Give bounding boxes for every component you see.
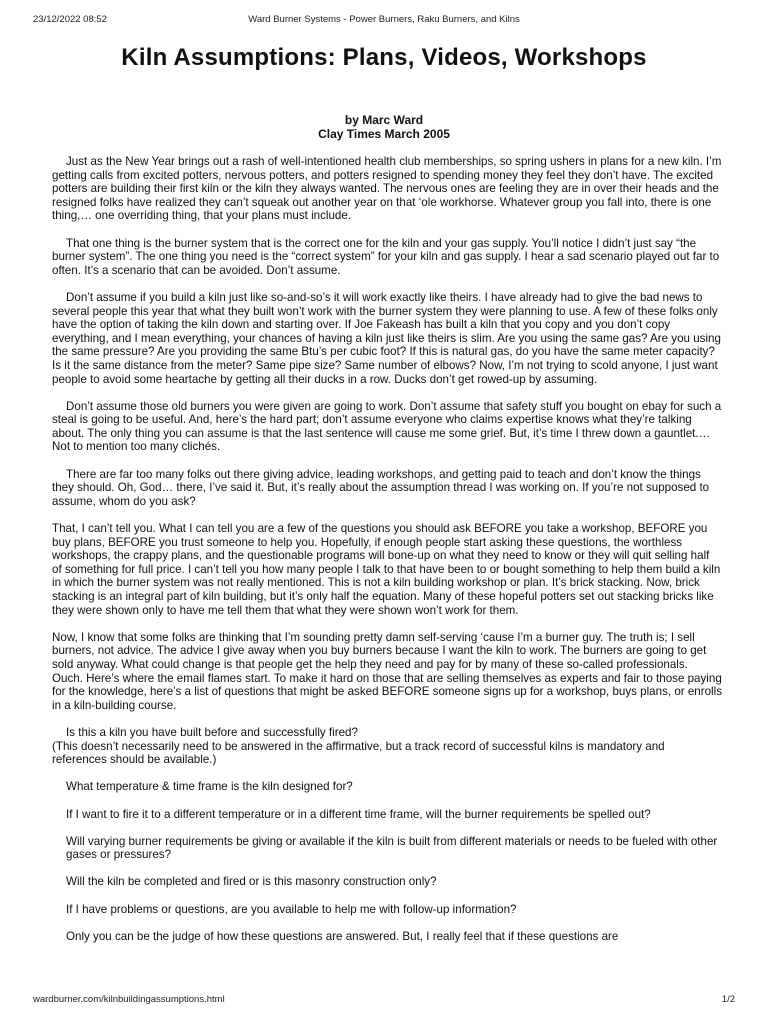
- print-datetime: 23/12/2022 08:52: [33, 14, 107, 25]
- question-item: Will the kiln be completed and fired or is this masonry construction only?: [66, 875, 437, 889]
- paragraph: That, I can’t tell you. What I can tell you are a few of the questions you should ask BEFORE you take a workshop, BEFORE you buy plans, BEFORE you trust someone to help you. Hopefully, if enough people start asking these questions, the worthless workshops, the crappy plans, and the questionable programs will bone-up on what they need to know or they will quit selling half of something for full price. I can’t tell you how many people I talk to that have been to or bought something to help them build a kiln in which the burner system was not really mentioned. This is not a kiln building workshop or plan. It’s brick stacking. Now, brick stacking is an integral part of kiln building, but it’s only half the equation. Many of these hopeful potters set out stacking bricks like they were shown only to have me tell them that what they were shown won’t work for them.: [52, 522, 721, 617]
- author: by Marc Ward: [344, 113, 424, 127]
- print-page-title: Ward Burner Systems - Power Burners, Raku Burners, and Kilns: [248, 14, 520, 25]
- article-title: Kiln Assumptions: Plans, Videos, Workshops: [121, 44, 647, 71]
- byline: [0, 113, 768, 141]
- question-item: Will varying burner requirements be giving or available if the kiln is built from different materials or needs to be fueled with other gases or pressures?: [66, 834, 718, 862]
- paragraph: Now, I know that some folks are thinking that I’m sounding pretty damn self-serving ‘cause I’m a burner guy. The truth is; I sell burners, not advice. The advice I give away when you buy burners because I want the kiln to work. The burners are going to get sold anyway. What could change is that people get the help they need and pay for by many of these so-called professionals. Ouch. Here’s where the email flames start. To make it hard on those that are selling themselves as experts and fair to those paying for the knowledge, here’s a list of questions that might be asked BEFORE someone signs up for a workshop, buys plans, or enrolls in a kiln-building course.: [52, 630, 723, 712]
- paragraph: Don’t assume if you build a kiln just like so-and-so’s it will work exactly like theirs. I have already had to give the bad news to several people this year that what they built won’t work with the burner system they were planning to use. A few of these folks only have the option of taking the kiln down and starting over. If Joe Fakeash has built a kiln that you copy and you don’t copy everything, and I mean everything, your chances of having a kiln just like theirs is slim. Are you using the same gas? Are you using the same pressure? Are you providing the same Btu’s per cubic foot? If this is natural gas, do you have the same meter capacity? Is it the same distance from the meter? Same pipe size? Same number of elbows? Now, I’m not trying to scold anyone, I just want people to avoid some heartache by getting all their ducks in a row. Ducks don’t get rowed-up by assuming.: [52, 290, 721, 386]
- paragraph: There are far too many folks out there giving advice, leading workshops, and getting paid to teach and don’t know the things they should. Oh, God… there, I’ve said it. But, it’s really about the assumption thread I was working on. If you’re not supposed to assume, whom do you ask?: [52, 467, 710, 508]
- print-url: wardburner.com/kilnbuildingassumptions.html: [33, 994, 225, 1005]
- question-note: (This doesn’t necessarily need to be answered in the affirmative, but a track record of successful kilns is mandatory and references should be available.): [52, 739, 665, 767]
- question-item: What temperature & time frame is the kiln designed for?: [66, 780, 353, 794]
- publication: Clay Times March 2005: [318, 127, 450, 141]
- paragraph: That one thing is the burner system that is the correct one for the kiln and your gas supply. You’ll notice I didn’t just say “the burner system”. The one thing you need is the “correct system” for your kiln and gas supply. I hear a sad scenario played out far to often. It’s a scenario that can be avoided. Don’t assume.: [52, 236, 720, 277]
- article-body: [52, 155, 722, 957]
- question-list: [52, 726, 722, 916]
- paragraph: Don’t assume those old burners you were given are going to work. Don’t assume that safety stuff you bought on ebay for such a steal is going to be useful. And, here’s the hard part; don’t assume everyone who claims expertise knows what they’re talking about. The only thing you can assume is that the last sentence will cause me some grief. But, it’s time I threw down a gauntlet.… Not to mention too many clichés.: [52, 399, 722, 454]
- question-item: If I have problems or questions, are you available to help me with follow-up information?: [66, 902, 517, 916]
- closing-paragraph: Only you can be the judge of how these questions are answered. But, I really feel that if these questions are: [66, 929, 619, 943]
- paragraph: Just as the New Year brings out a rash of well-intentioned health club memberships, so spring ushers in plans for a new kiln. I’m getting calls from excited potters, nervous potters, and potters resigned to spending money they feel they don’t have. The excited potters are building their first kiln or the kiln they always wanted. The nervous ones are feeling they are in over their heads and the resigned folks have realized they can’t squeak out another year on that ‘ole workhorse. Whatever group you fall into, there is one thing,… one overriding thing, that your plans must include.: [52, 155, 722, 223]
- page-number: 1/2: [721, 994, 735, 1005]
- question-item: Is this a kiln you have built before and successfully fired?: [66, 725, 358, 739]
- question-item: If I want to fire it to a different temperature or in a different time frame, will the burner requirements be spelled out?: [66, 807, 651, 821]
